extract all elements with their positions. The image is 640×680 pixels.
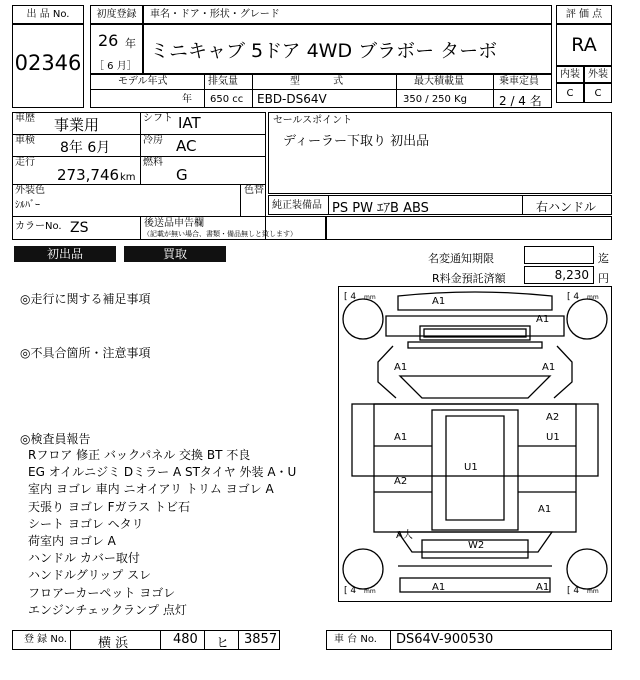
inspection-value: 8年 6月 xyxy=(60,140,111,156)
carname-label-cell xyxy=(143,5,552,24)
defects-title: ◎不具合箇所・注意事項 xyxy=(20,346,151,360)
color-no-value: ZS xyxy=(70,220,89,236)
reg-year-unit: 年 xyxy=(125,37,136,50)
history-value: 事業用 xyxy=(54,116,100,134)
diagram-border xyxy=(339,287,612,602)
lot-label: 出 品 No. xyxy=(26,9,70,20)
fuel-label: 燃料 xyxy=(143,157,163,168)
reg-number: 3857 xyxy=(244,632,278,647)
recycle-fee-unit: 円 xyxy=(598,272,609,285)
recycle-fee-label: R料金預託済額 xyxy=(432,272,506,285)
inspector-title: ◎検査員報告 xyxy=(20,432,91,446)
meter-change-value xyxy=(524,246,594,264)
model-year-label: モデル年式 xyxy=(118,76,168,87)
sales-point-box xyxy=(268,112,612,194)
max-load: 350 / 250 Kg xyxy=(403,94,467,105)
recycle-fee-value: 8,230 xyxy=(554,268,589,282)
reg-area: 横 浜 xyxy=(98,636,129,651)
damage-mark: A1 xyxy=(432,296,446,307)
tire-label-rr: [ 4 xyxy=(567,586,580,596)
tire-label-fl: [ 4 xyxy=(344,292,357,302)
damage-mark: A2 xyxy=(394,476,408,487)
first-reg-label-cell xyxy=(90,5,143,24)
handle-value: 右ハンドル xyxy=(536,200,597,214)
tire-unit-rl: mm xyxy=(364,588,376,595)
score-label-cell xyxy=(556,5,612,24)
equipment-value: PS PW ｴｱB ABS xyxy=(332,201,429,216)
reg-label: 登 録 No. xyxy=(24,634,67,645)
interior-label-cell xyxy=(556,66,584,83)
recycle-extra-cell xyxy=(326,216,612,240)
exterior-grade: C xyxy=(594,88,602,99)
inspector-line: 天張り ヨゴレ Fガラス トビ石 xyxy=(28,499,190,514)
tab-first-listing[interactable]: 初出品 xyxy=(14,246,116,262)
supplement-title: ◎走行に関する補足事項 xyxy=(20,292,151,306)
meter-change-unit: 迄 xyxy=(598,252,609,265)
load-label: 最大積載量 xyxy=(414,76,464,87)
meter-change-label: 名変通知期限 xyxy=(428,252,494,265)
exterior-label: 外装 xyxy=(588,69,608,80)
lot-number: 02346 xyxy=(14,51,82,75)
inspection-label: 車検 xyxy=(15,135,35,146)
carname-cell xyxy=(143,24,552,74)
capacity: 2 / 4 名 xyxy=(499,94,542,108)
tab-buyout[interactable]: 買取 xyxy=(124,246,226,262)
damage-mark: A1 xyxy=(536,314,550,325)
mileage-value: 273,746 xyxy=(57,166,120,184)
reg-kana: ヒ xyxy=(216,636,230,651)
exterior-label-cell xyxy=(584,66,612,83)
reg-year: 26 xyxy=(98,31,119,50)
tire-label-fr: [ 4 xyxy=(567,292,580,302)
recycle-fee-box xyxy=(524,266,594,284)
shift-label: シフト xyxy=(143,113,173,124)
damage-mark: A1 xyxy=(536,582,550,593)
interior-label: 内装 xyxy=(560,69,580,80)
recycle-label: 後送品申告欄 xyxy=(144,218,204,229)
ext-color-value: ｼﾙﾊﾞｰ xyxy=(15,200,40,211)
recycle-note: （記載が無い場合、書類・備品無しと致します） xyxy=(143,230,297,238)
model-type: EBD-DS64V xyxy=(257,92,327,106)
inspector-line: 室内 ヨゴレ 車内 ニオイアリ トリム ヨゴレ A xyxy=(28,482,274,497)
tire-unit-fr: mm xyxy=(587,294,599,301)
inspector-line: Rフロア 修正 バックパネル 交換 BT 不良 xyxy=(28,448,251,462)
fuel-value: G xyxy=(176,166,188,184)
damage-mark: A1 xyxy=(432,582,446,593)
inspector-line: EG オイルニジミ Dミラー A STタイヤ 外装 A・U xyxy=(28,465,297,480)
lot-number-cell xyxy=(12,24,84,108)
damage-mark: A1 xyxy=(542,362,556,373)
score-cell xyxy=(556,24,612,66)
mileage-label: 走行 xyxy=(15,157,35,168)
displacement: 650 cc xyxy=(210,94,244,105)
inspector-line: ハンドルグリップ スレ xyxy=(28,568,152,583)
chassis-label: 車 台 No. xyxy=(334,634,377,645)
score-value: RA xyxy=(571,34,597,56)
lot-label-cell xyxy=(12,5,84,24)
model-year-unit: 年 xyxy=(182,94,192,105)
damage-mark: A1 xyxy=(394,432,408,443)
tire-unit-fl: mm xyxy=(364,294,376,301)
ext-color-label: 外装色 xyxy=(15,185,45,196)
damage-mark: U1 xyxy=(546,432,560,443)
sales-point-text: ディーラー下取り 初出品 xyxy=(283,134,430,149)
equipment-label: 純正装備品 xyxy=(272,200,322,211)
damage-mark: U1 xyxy=(464,462,478,473)
exterior-grade-cell xyxy=(584,83,612,103)
damage-mark: W2 xyxy=(468,540,485,551)
carname-label: 車名・ドア・形状・グレード xyxy=(150,9,280,20)
car-name: ミニキャブ 5ドア 4WD ブラボー ターボ xyxy=(150,40,498,62)
ac-label: 冷房 xyxy=(143,135,163,146)
ac-value: AC xyxy=(176,137,197,155)
capacity-label: 乗車定員 xyxy=(499,76,539,87)
damage-diagram xyxy=(338,286,612,602)
inspector-line: ハンドル カバー取付 xyxy=(28,551,140,566)
sales-point-label: セールスポイント xyxy=(273,115,353,126)
interior-grade-cell xyxy=(556,83,584,103)
inspector-line: フロアーカーペット ヨゴレ xyxy=(28,585,176,600)
recycle-cell xyxy=(140,216,326,240)
reg-class: 480 xyxy=(173,632,198,647)
interior-grade: C xyxy=(566,88,574,99)
color-change-label: 色替 xyxy=(244,185,264,196)
mileage-unit: km xyxy=(120,172,136,183)
damage-mark: A2 xyxy=(546,412,560,423)
type-label: 型 式 xyxy=(290,76,344,87)
score-label: 評 価 点 xyxy=(565,9,603,20)
inspector-line: シート ヨゴレ ヘタリ xyxy=(28,516,144,531)
tire-label-rl: [ 4 xyxy=(344,586,357,596)
inspector-line: 荷室内 ヨゴレ A xyxy=(28,534,116,548)
first-reg-cell xyxy=(90,24,143,74)
displacement-label: 排気量 xyxy=(208,76,238,87)
first-reg-label: 初度登録 xyxy=(96,9,137,20)
damage-mark: A1 xyxy=(538,504,552,515)
tire-unit-rr: mm xyxy=(587,588,599,595)
color-no-label: カラーNo. xyxy=(15,221,62,232)
reg-month: ［ 6 月］ xyxy=(94,61,137,72)
chassis-number: DS64V-900530 xyxy=(396,632,494,647)
shift-value: IAT xyxy=(178,114,201,132)
damage-mark: A1 xyxy=(394,362,408,373)
damage-mark: A大 xyxy=(396,530,413,541)
inspector-line: エンジンチェックランプ 点灯 xyxy=(28,602,187,617)
history-label: 車歴 xyxy=(15,113,35,124)
